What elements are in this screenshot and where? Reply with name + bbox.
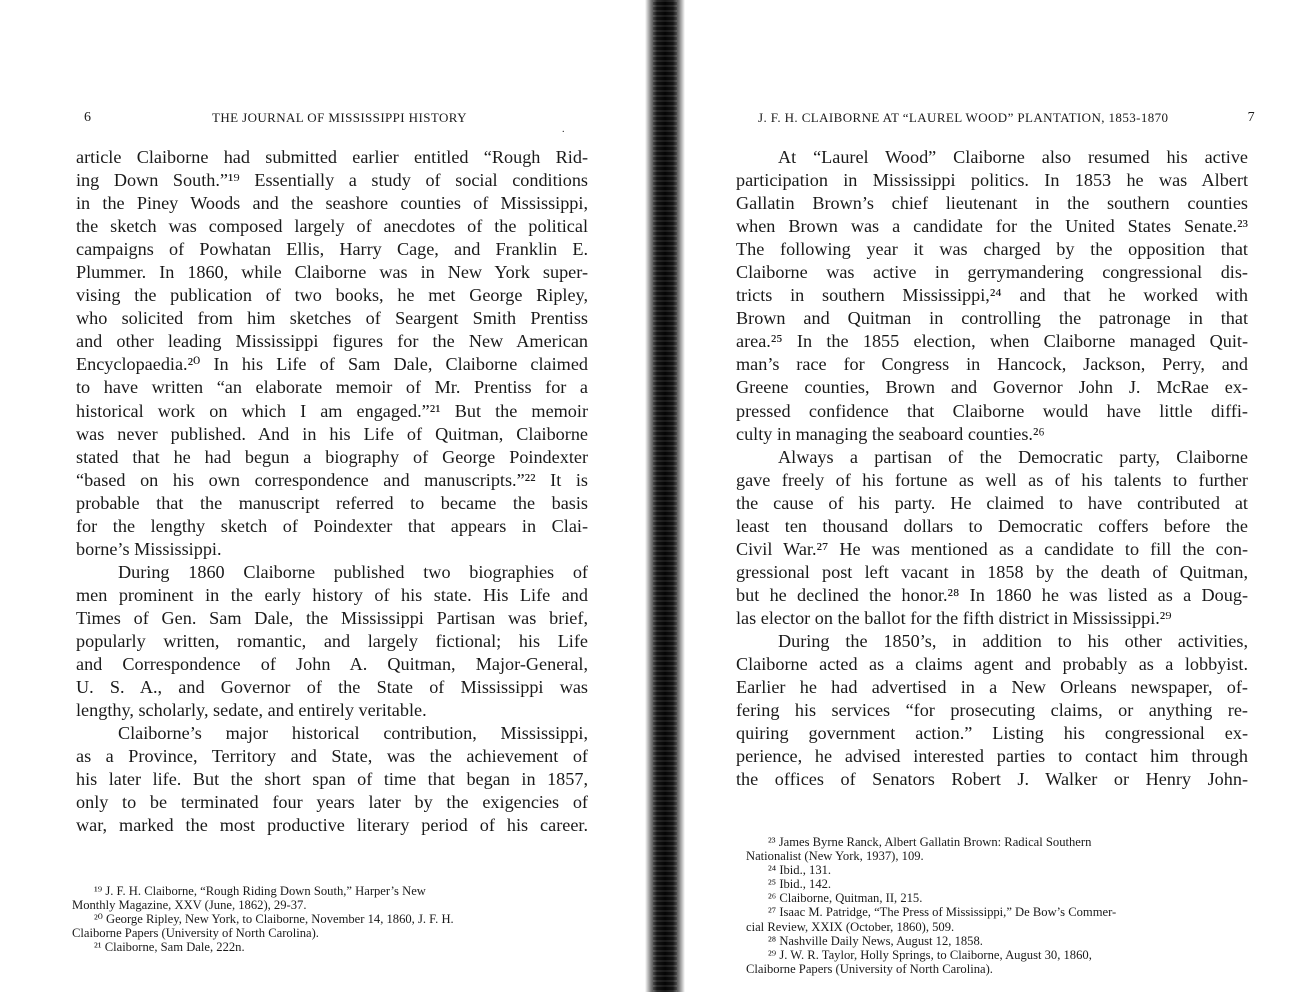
text-line: During the 1850’s, in addition to his other activities, — [778, 630, 1248, 651]
text-line: area.²⁵ In the 1855 election, when Claiborne managed Quit- — [736, 331, 1248, 352]
text-line: war, marked the most productive literary period of his career. — [76, 815, 588, 836]
text-line: in the Piney Woods and the seashore counties of Mississippi, — [76, 193, 588, 214]
text-line: Encyclopaedia.²⁰ In his Life of Sam Dale, Claiborne claimed — [76, 354, 588, 375]
text-line: was never published. And in his Life of Quitman, Claiborne — [76, 423, 588, 444]
text-line: Always a partisan of the Democratic party, Claiborne — [778, 446, 1248, 467]
text-line: las elector on the ballot for the fifth district in Mississippi.²⁹ — [736, 607, 1172, 628]
book-spine-gutter — [645, 0, 685, 992]
text-line: and other leading Mississippi figures for the New American — [76, 331, 588, 352]
text-line: stated that he had begun a biography of George Poindexter — [76, 446, 588, 467]
text-line: Brown and Quitman in controlling the patronage in that — [736, 308, 1248, 329]
footnote-line: ²⁹ J. W. R. Taylor, Holly Springs, to Claiborne, August 30, 1860, — [768, 947, 1092, 962]
text-line: gave freely of his fortune as well as of his talents to further — [736, 469, 1248, 490]
footnote-line: cial Review, XXIX (October, 1860), 509. — [746, 919, 955, 934]
text-line: least ten thousand dollars to Democratic coffers before the — [736, 515, 1248, 536]
text-line: perience, he advised interested parties to contact him through — [736, 746, 1248, 767]
text-line: for the lengthy sketch of Poindexter that appears in Clai- — [76, 515, 588, 536]
text-line: Gallatin Brown’s chief lieutenant in the southern counties — [736, 193, 1248, 214]
text-line: man’s race for Congress in Hancock, Jackson, Perry, and — [736, 354, 1248, 375]
body-text — [76, 146, 588, 837]
text-line: Civil War.²⁷ He was mentioned as a candidate to fill the con- — [736, 538, 1248, 559]
text-line: The following year it was charged by the opposition that — [736, 239, 1248, 260]
text-line: article Claiborne had submitted earlier entitled “Rough Rid- — [76, 147, 588, 167]
text-line: borne’s Mississippi. — [76, 538, 222, 559]
footnote-line: ²⁵ Ibid., 142. — [768, 877, 832, 892]
footnote-line: ²⁸ Nashville Daily News, August 12, 1858. — [768, 933, 983, 948]
text-line: ing Down South.”¹⁹ Essentially a study of social conditions — [76, 170, 588, 191]
footnote-line: ²³ James Byrne Ranck, Albert Gallatin Brown: Radical Southern — [768, 835, 1092, 849]
footnote-line: ²¹ Claiborne, Sam Dale, 222n. — [94, 940, 245, 955]
text-line: popularly written, romantic, and largely fictional; his Life — [76, 630, 588, 651]
text-line: tricts in southern Mississippi,²⁴ and that he worked with — [736, 285, 1248, 306]
text-line: only to be terminated four years later by the exigencies of — [76, 792, 588, 813]
footnote-line: Nationalist (New York, 1937), 109. — [746, 849, 924, 864]
footnote-line: ²⁴ Ibid., 131. — [768, 863, 832, 878]
text-line: Earlier he had advertised in a New Orleans newspaper, of- — [736, 677, 1248, 698]
text-line: Claiborne’s major historical contribution, Mississippi, — [118, 723, 588, 744]
text-line: U. S. A., and Governor of the State of Mississippi was — [76, 677, 588, 698]
text-line: to have written “an elaborate memoir of Mr. Prentiss for a — [76, 377, 588, 398]
text-line: the cause of his party. He claimed to have contributed at — [736, 492, 1248, 513]
footnote-line: ²⁶ Claiborne, Quitman, II, 215. — [768, 891, 923, 906]
text-line: fering his services “for prosecuting claims, or anything re- — [736, 700, 1248, 721]
footnote-line: ¹⁹ J. F. H. Claiborne, “Rough Riding Down South,” Harper’s New — [94, 884, 426, 898]
text-line: as a Province, Territory and State, was the achievement of — [76, 746, 588, 767]
text-line: vising the publication of two books, he met George Ripley, — [76, 285, 588, 306]
footnotes — [72, 884, 588, 954]
text-line: Claiborne was active in gerrymandering congressional dis- — [736, 262, 1248, 283]
text-line: Claiborne acted as a claims agent and probably as a lobbyist. — [736, 654, 1248, 675]
text-line: Times of Gen. Sam Dale, the Mississippi Partisan was brief, — [76, 607, 588, 628]
text-line: who solicited from him sketches of Seargent Smith Prentiss — [76, 308, 588, 329]
page-number: 6 — [84, 110, 92, 125]
text-line: and Correspondence of John A. Quitman, Major-General, — [76, 654, 588, 675]
text-line: lengthy, scholarly, sedate, and entirely veritable. — [76, 700, 427, 721]
footnotes — [746, 835, 1258, 976]
footnote-line: Claiborne Papers (University of North Carolina). — [746, 961, 993, 976]
footnote-line: ²⁷ Isaac M. Patridge, “The Press of Mississippi,” De Bow’s Commer- — [768, 905, 1117, 920]
text-line: when Brown was a candidate for the United States Senate.²³ — [736, 216, 1248, 237]
text-line: Plummer. In 1860, while Claiborne was in New York super- — [76, 262, 588, 283]
text-line: At “Laurel Wood” Claiborne also resumed his active — [778, 147, 1248, 167]
text-line: but he declined the honor.²⁸ In 1860 he was listed as a Doug- — [736, 584, 1248, 605]
text-line: pressed confidence that Claiborne would have little diffi- — [736, 400, 1248, 421]
text-line: men prominent in the early history of his state. His Life and — [76, 584, 588, 605]
running-head-title: J. F. H. CLAIBORNE AT “LAUREL WOOD” PLANTATION, 1853-1870 — [758, 110, 1169, 125]
text-line: campaigns of Powhatan Ellis, Harry Cage, and Franklin E. — [76, 239, 588, 260]
page-number: 7 — [1247, 110, 1255, 125]
text-line: “based on his own correspondence and manuscripts.”²² It is — [76, 469, 588, 490]
text-line: quiring government action.” Listing his congressional ex- — [736, 723, 1248, 744]
text-line: Greene counties, Brown and Governor John J. McRae ex- — [736, 377, 1248, 398]
footnote-line: Monthly Magazine, XXV (June, 1862), 29-37. — [72, 898, 307, 913]
running-head-title: THE JOURNAL OF MISSISSIPPI HISTORY — [212, 110, 467, 125]
right-page — [690, 0, 1292, 992]
text-line: During 1860 Claiborne published two biographies of — [118, 561, 588, 582]
text-line: his later life. But the short span of time that began in 1857, — [76, 769, 588, 790]
text-line: probable that the manuscript referred to became the basis — [76, 492, 588, 513]
text-line: culty in managing the seaboard counties.²⁶ — [736, 423, 1045, 444]
footnote-line: ²⁰ George Ripley, New York, to Claiborne, November 14, 1860, J. F. H. — [94, 912, 454, 927]
text-line: the offices of Senators Robert J. Walker or Henry John- — [736, 769, 1248, 790]
footnote-line: Claiborne Papers (University of North Carolina). — [72, 926, 319, 941]
text-line: gressional post left vacant in 1858 by the death of Quitman, — [736, 561, 1248, 582]
body-text — [736, 146, 1248, 791]
text-line: historical work on which I am engaged.”²¹ But the memoir — [76, 400, 588, 421]
text-line: participation in Mississippi politics. In 1853 he was Albert — [736, 170, 1248, 191]
left-page — [0, 0, 640, 992]
print-mark: . — [562, 124, 565, 135]
text-line: the sketch was composed largely of anecdotes of the political — [76, 216, 588, 237]
